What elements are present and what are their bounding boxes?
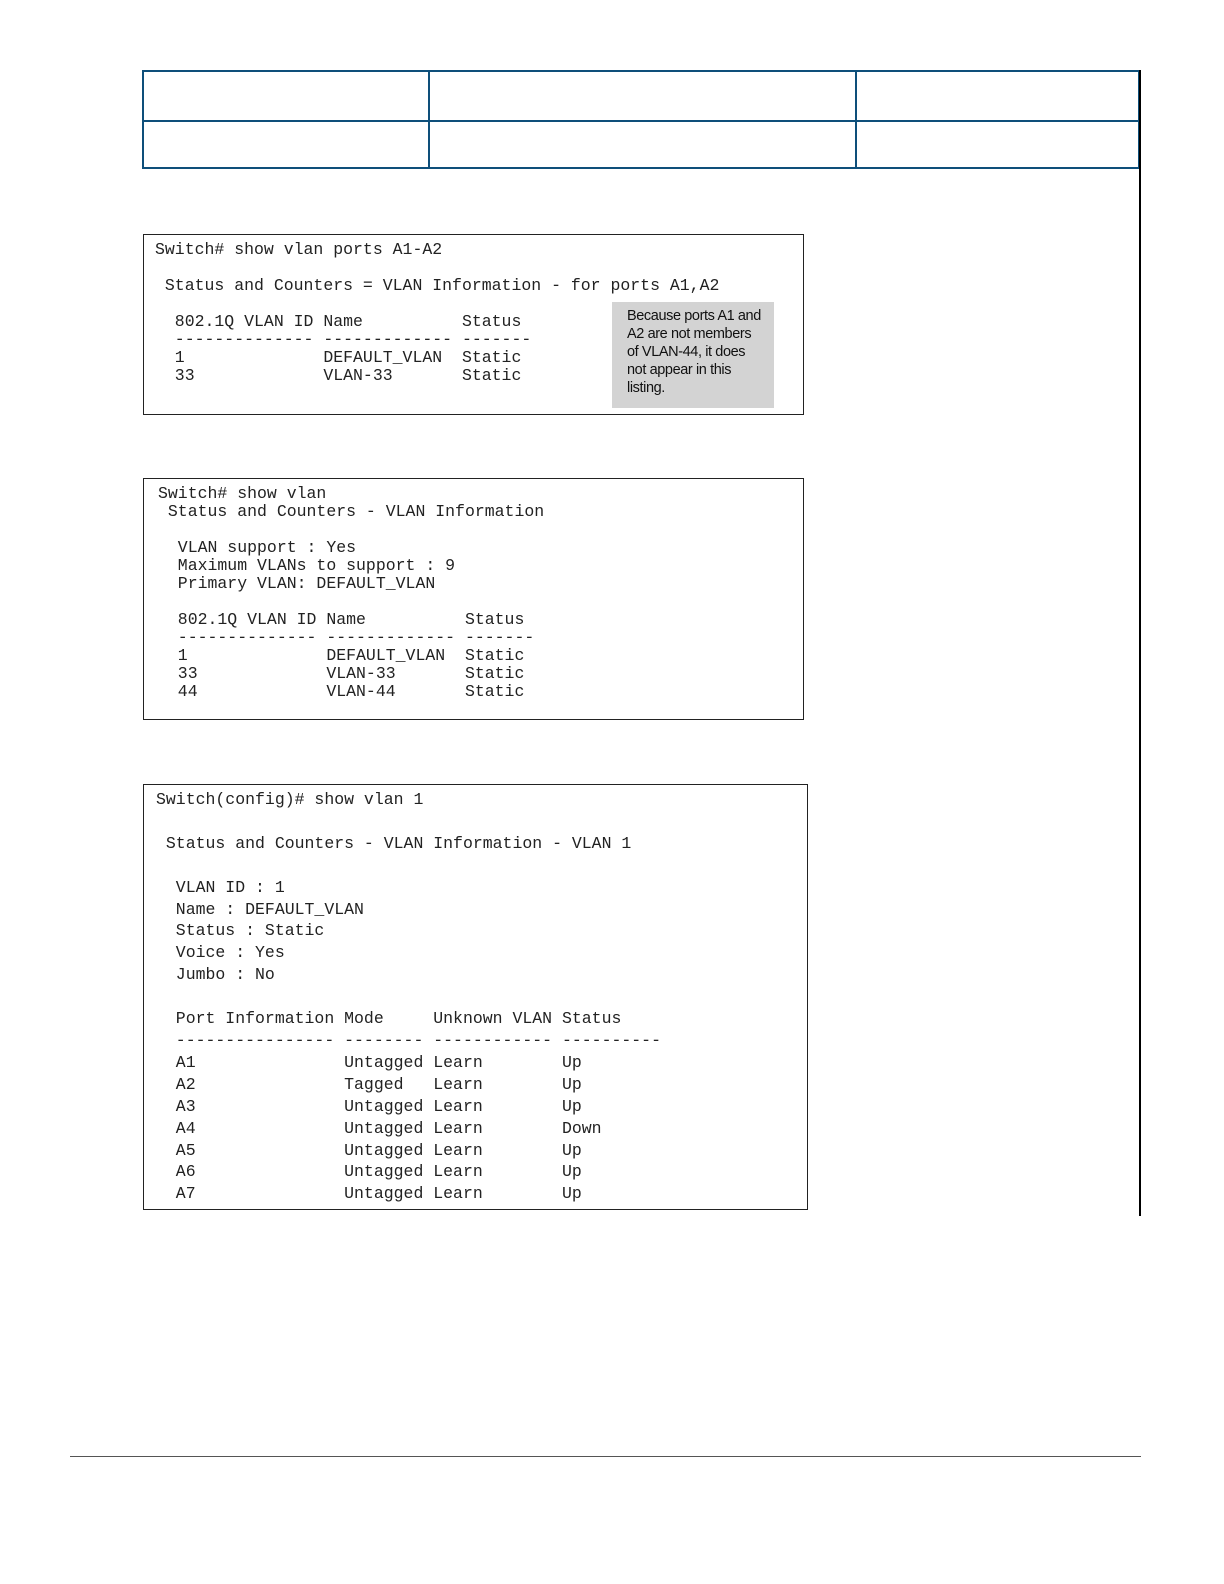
column-divider bbox=[855, 72, 857, 167]
term-line: Port Information Mode Unknown VLAN Status bbox=[156, 1009, 622, 1029]
term-line: Switch(config)# show vlan 1 bbox=[156, 790, 424, 809]
term-line: 802.1Q VLAN ID Name Status bbox=[158, 610, 525, 629]
term-line: 802.1Q VLAN ID Name Status bbox=[155, 312, 522, 331]
term-line: Name : DEFAULT_VLAN bbox=[156, 899, 364, 919]
page-right-rule bbox=[1139, 70, 1141, 1216]
terminal-show-vlan-1 bbox=[143, 784, 808, 1210]
callout-note: Because ports A1 and A2 are not members of VLAN-44, it does not appear in this listing. bbox=[612, 302, 774, 408]
term-line: Voice : Yes bbox=[156, 943, 285, 963]
table-row bbox=[144, 72, 1138, 122]
term-line: VLAN support : Yes bbox=[158, 538, 357, 557]
term-line: 1 DEFAULT_VLAN Static bbox=[155, 348, 522, 367]
term-line: 44 VLAN-44 Static bbox=[158, 682, 525, 701]
term-line: A3 Untagged Learn Up bbox=[156, 1096, 582, 1116]
terminal-output bbox=[156, 789, 661, 1205]
term-line: A4 Untagged Learn Down bbox=[156, 1118, 602, 1138]
terminal-show-vlan bbox=[143, 478, 804, 720]
term-line: Switch# show vlan bbox=[158, 484, 327, 503]
term-line: Status and Counters - VLAN Information - VLAN 1 bbox=[156, 833, 632, 853]
term-line: 1 DEFAULT_VLAN Static bbox=[158, 646, 525, 665]
term-line: 33 VLAN-33 Static bbox=[155, 366, 522, 385]
term-line: Status : Static bbox=[156, 921, 325, 941]
term-line: 33 VLAN-33 Static bbox=[158, 664, 525, 683]
terminal-output bbox=[158, 485, 544, 701]
term-line: Primary VLAN: DEFAULT_VLAN bbox=[158, 574, 436, 593]
term-line: A5 Untagged Learn Up bbox=[156, 1140, 582, 1160]
term-line: Jumbo : No bbox=[156, 965, 275, 985]
term-line: Switch# show vlan ports A1-A2 bbox=[155, 240, 443, 259]
column-divider bbox=[428, 72, 430, 167]
term-line: Maximum VLANs to support : 9 bbox=[158, 556, 456, 575]
term-line: -------------- ------------- ------- bbox=[155, 330, 532, 349]
term-line: Status and Counters - VLAN Information bbox=[158, 502, 545, 521]
term-line: -------------- ------------- ------- bbox=[158, 628, 535, 647]
term-line: VLAN ID : 1 bbox=[156, 877, 285, 897]
term-line: ---------------- -------- ------------ ---------- bbox=[156, 1030, 661, 1050]
term-line: A2 Tagged Learn Up bbox=[156, 1074, 582, 1094]
term-line: A7 Untagged Learn Up bbox=[156, 1184, 582, 1204]
table-row bbox=[144, 121, 1138, 169]
header-table bbox=[142, 70, 1140, 169]
footer-rule bbox=[70, 1456, 1141, 1457]
term-line: A6 Untagged Learn Up bbox=[156, 1162, 582, 1182]
term-line: Status and Counters = VLAN Information - for ports A1,A2 bbox=[155, 276, 720, 295]
term-line: A1 Untagged Learn Up bbox=[156, 1052, 582, 1072]
terminal-show-vlan-ports bbox=[143, 234, 804, 415]
